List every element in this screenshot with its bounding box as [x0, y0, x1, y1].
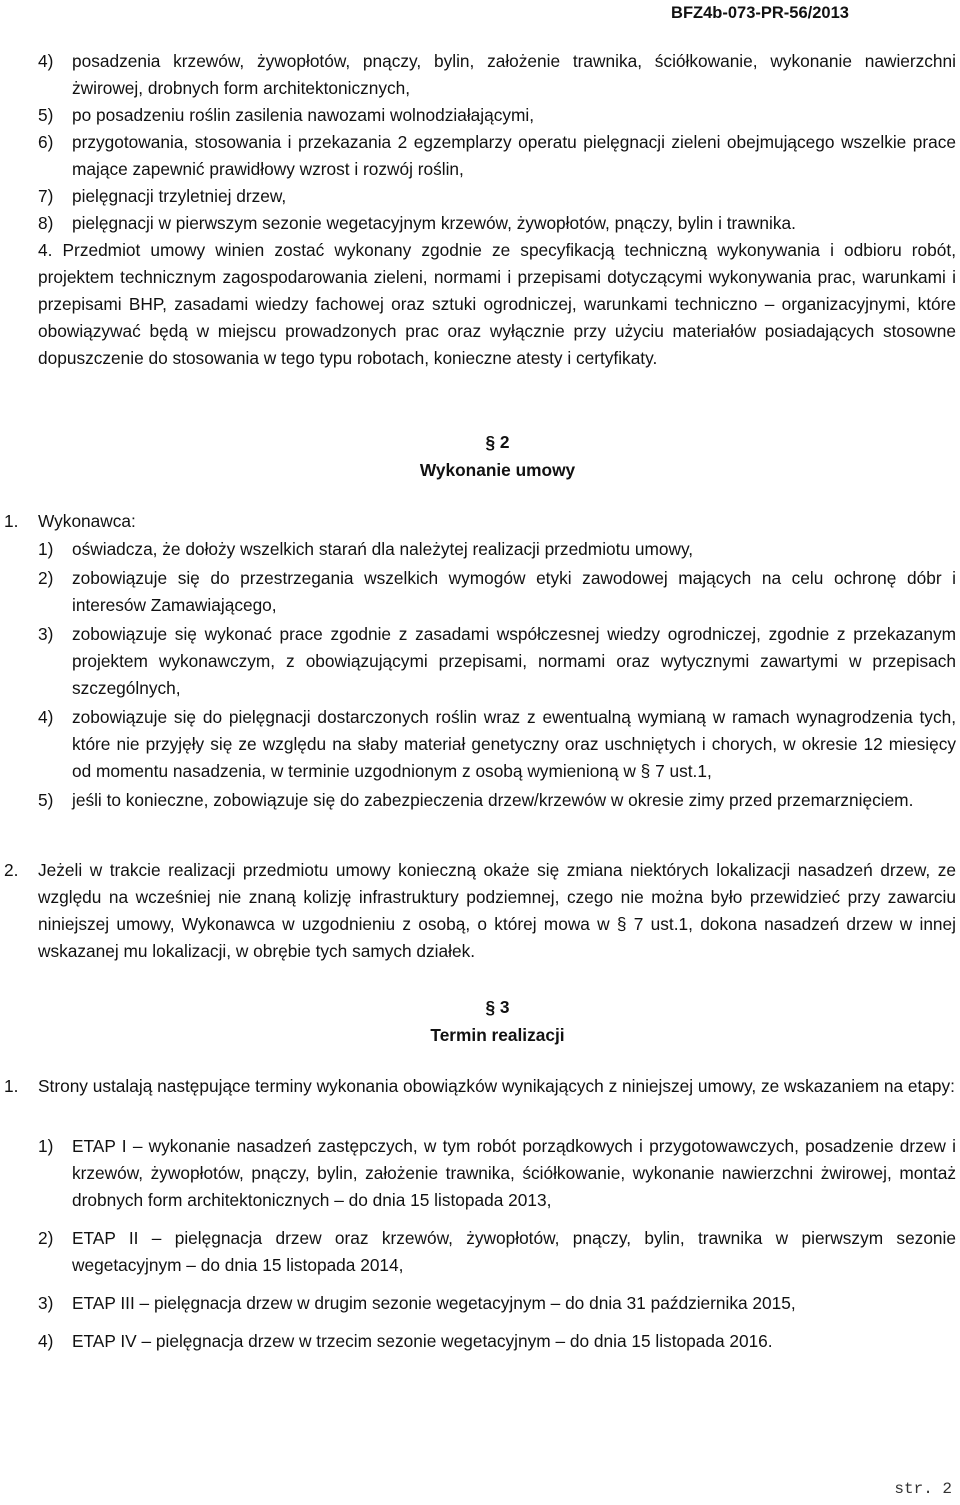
list-item [38, 102, 956, 129]
list-item-number: 5) [38, 790, 54, 810]
section-number: § 2 [485, 432, 510, 452]
section-3-heading [0, 993, 960, 1049]
paragraph-row [4, 1073, 956, 1100]
list-item-text: zobowiązuje się do pielęgnacji dostarczonych roślin wraz z ewentualną wymianą w ramach wynagrodzenia tych, które nie przyjęły się ze względu na słaby materiał genetyczny oraz uschniętych i chorych, w okresie 12 miesięcy od momentu nasadzenia, w terminie uzgodnionym z osobą wymienioną w § 7 ust.1, [72, 707, 956, 781]
list-item-number: 6) [38, 132, 54, 152]
paragraph-number: 1. [4, 511, 19, 531]
point-4-paragraph [38, 237, 956, 372]
page-number: str. 2 [894, 1480, 952, 1498]
list-item-text: ETAP IV – pielęgnacja drzew w trzecim sezonie wegetacyjnym – do dnia 15 listopada 2016. [72, 1331, 773, 1351]
list-item-number: 3) [38, 624, 54, 644]
list-item [38, 621, 956, 702]
scope-list [38, 48, 956, 237]
contractor-obligations-list [38, 536, 956, 814]
list-item-text: posadzenia krzewów, żywopłotów, pnączy, bylin, założenie trawnika, ściółkowanie, wykonanie nawierzchni żwirowej, drobnych form architektonicznych, [72, 51, 956, 98]
section-2-point-2 [4, 857, 956, 965]
list-item-text: po posadzeniu roślin zasilenia nawozami wolnodziałającymi, [72, 105, 535, 125]
document-id-header: BFZ4b-073-PR-56/2013 [671, 4, 849, 22]
list-item [38, 787, 956, 814]
list-item-number: 4) [38, 707, 54, 727]
list-item-text: przygotowania, stosowania i przekazania 2 egzemplarzy operatu pielęgnacji zieleni obejmującego wszelkie prace mające zapewnić prawidłowy wzrost i rozwój roślin, [72, 132, 956, 179]
list-item [38, 565, 956, 619]
list-item-text: pielęgnacji trzyletniej drzew, [72, 186, 287, 206]
list-item-number: 8) [38, 213, 54, 233]
list-item-text: pielęgnacji w pierwszym sezonie wegetacyjnym krzewów, żywopłotów, pnączy, bylin i trawnika. [72, 213, 796, 233]
list-item-number: 7) [38, 186, 54, 206]
list-item [38, 704, 956, 785]
list-item-text: zobowiązuje się wykonać prace zgodnie z zasadami współczesnej wiedzy ogrodniczej, zgodnie z przekazanym projektem wykonawczym, z obowiązującymi przepisami, normami oraz wytycznymi zawartymi w przepisach szczególnych, [72, 624, 956, 698]
list-item [38, 536, 956, 563]
list-item [38, 129, 956, 183]
list-item-text: ETAP I – wykonanie nasadzeń zastępczych, w tym robót porządkowych i przygotowawczych, posadzenie drzew i krzewów, żywopłotów, pnączy, bylin, założenie trawnika, ściółkowanie, wykonanie nawierzchni żwirowej, montaż drobnych form architektonicznych – do dnia 15 listopada 2013, [72, 1136, 956, 1210]
paragraph-number: 4. [38, 240, 53, 260]
list-item-number: 4) [38, 1331, 54, 1351]
paragraph-row [4, 857, 956, 965]
list-item-text: ETAP II – pielęgnacja drzew oraz krzewów, żywopłotów, pnączy, bylin, trawnika w pierwszym sezonie wegetacyjnym – do dnia 15 listopada 2014, [72, 1228, 956, 1275]
list-item [38, 48, 956, 102]
list-item-text: jeśli to konieczne, zobowiązuje się do zabezpieczenia drzew/krzewów w okresie zimy przed przemarznięciem. [72, 790, 914, 810]
section-title: Wykonanie umowy [419, 460, 576, 480]
list-item-number: 2) [38, 1228, 54, 1248]
section-number: § 3 [485, 997, 510, 1017]
section-title: Termin realizacji [430, 1025, 565, 1045]
list-item-number: 4) [38, 51, 54, 71]
paragraph-number: 2. [4, 860, 19, 880]
section-2-heading [0, 428, 960, 484]
paragraph-number: 1. [4, 1076, 19, 1096]
section-3-point-1 [4, 1073, 956, 1100]
list-item-number: 2) [38, 568, 54, 588]
list-item [38, 1133, 956, 1214]
list-item-number: 5) [38, 105, 54, 125]
paragraph-text: Strony ustalają następujące terminy wykonania obowiązków wynikających z niniejszej umowy, ze wskazaniem na etapy: [38, 1076, 955, 1096]
list-item-number: 1) [38, 539, 54, 559]
list-item [38, 183, 956, 210]
list-item [38, 1290, 956, 1317]
list-item [38, 1225, 956, 1279]
stages-list [38, 1133, 956, 1355]
list-item [38, 1328, 956, 1355]
paragraph-text: Jeżeli w trakcie realizacji przedmiotu umowy konieczną okaże się zmiana niektórych lokalizacji nasadzeń drzew, ze względu na wcześniej nie znaną kolizję infrastruktury podziemnej, czego nie można było przewidzieć przy zawarciu niniejszej umowy, Wykonawca w uzgodnieniu z osobą, o której mowa w § 7 ust.1, dokona nasadzeń drzew w innej wskazanej mu lokalizacji, w obrębie tych samych działek. [38, 860, 956, 961]
paragraph-text: Przedmiot umowy winien zostać wykonany zgodnie ze specyfikacją techniczną wykonywania i odbioru robót, projektem technicznym zagospodarowania zieleni, normami i przepisami dotyczącymi wykonywania prac, warunkami i przepisami BHP, zasadami wiedzy fachowej oraz sztuki ogrodniczej, warunkami techniczno – organizacyjnymi, które obowiązywać będą w miejscu prowadzonych prac oraz wyłącznie przy użyciu materiałów posiadających stosowne dopuszczenie do stosowania w tego typu robotach, konieczne atesty i certyfikaty. [38, 240, 956, 368]
list-item-number: 3) [38, 1293, 54, 1313]
list-item-number: 1) [38, 1136, 54, 1156]
paragraph-text: Wykonawca: [38, 511, 136, 531]
list-item-text: ETAP III – pielęgnacja drzew w drugim sezonie wegetacyjnym – do dnia 31 października 2015, [72, 1293, 796, 1313]
paragraph-row [4, 508, 956, 535]
list-item [38, 210, 956, 237]
section-2-point-1 [4, 508, 956, 535]
list-item-text: oświadcza, że dołoży wszelkich starań dla należytej realizacji przedmiotu umowy, [72, 539, 694, 559]
list-item-text: zobowiązuje się do przestrzegania wszelkich wymogów etyki zawodowej mających na celu ochronę dóbr i interesów Zamawiającego, [72, 568, 956, 615]
